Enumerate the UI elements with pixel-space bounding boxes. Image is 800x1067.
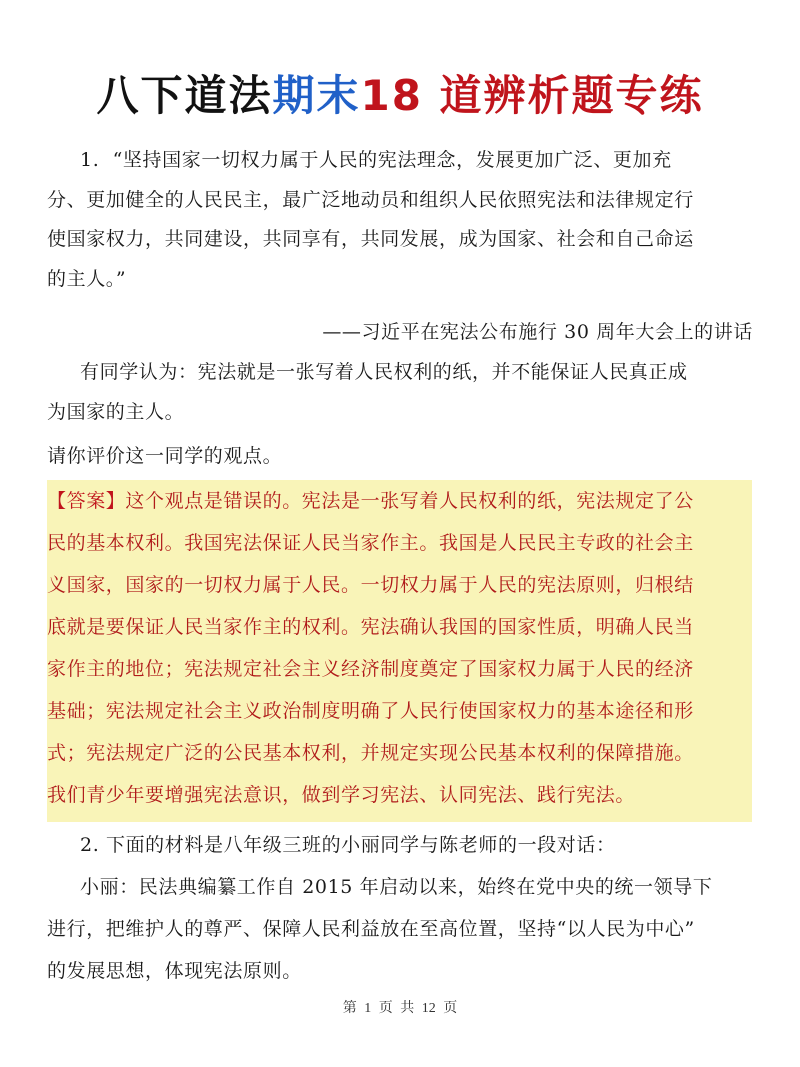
- q1-source: ——习近平在宪法公布施行 30 周年大会上的讲话: [322, 321, 753, 343]
- title-part-1: 八下道法: [96, 71, 273, 120]
- answer-label: 【答案】: [47, 490, 126, 512]
- answer-line-1: 【答案】这个观点是错误的。宪法是一张写着人民权利的纸，宪法规定了公: [47, 490, 694, 512]
- q2-intro: 2. 下面的材料是八年级三班的小丽同学与陈老师的一段对话：: [80, 834, 616, 856]
- q1-number: 1.: [80, 149, 100, 171]
- answer-line-2: 民的基本权利。我国宪法保证人民当家作主。我国是人民民主专政的社会主: [47, 532, 694, 554]
- q1-line-4: 的主人。”: [47, 268, 127, 290]
- answer-line-7: 式；宪法规定广泛的公民基本权利，并规定实现公民基本权利的保障措施。: [47, 742, 694, 764]
- answer-line-8: 我们青少年要增强宪法意识，做到学习宪法、认同宪法、践行宪法。: [47, 784, 636, 806]
- answer-line-6: 基础；宪法规定社会主义政治制度明确了人民行使国家权力的基本途径和形: [47, 700, 694, 722]
- q1-line-3: 使国家权力，共同建设，共同享有，共同发展，成为国家、社会和自己命运: [47, 228, 694, 250]
- q1-view-line-1: 有同学认为：宪法就是一张写着人民权利的纸，并不能保证人民真正成: [80, 361, 688, 383]
- title-part-3: 18 道辨析题专练: [360, 71, 704, 120]
- answer-line-3: 义国家，国家的一切权力属于人民。一切权力属于人民的宪法原则，归根结: [47, 574, 694, 596]
- answer-line-5: 家作主的地位；宪法规定社会主义经济制度奠定了国家权力属于人民的经济: [47, 658, 694, 680]
- q1-view-line-2: 为国家的主人。: [47, 401, 185, 423]
- q2-line-2: 进行，把维护人的尊严、保障人民利益放在至高位置，坚持“以人民为中心”: [47, 918, 695, 940]
- answer-line-4: 底就是要保证人民当家作主的权利。宪法确认我国的国家性质，明确人民当: [47, 616, 694, 638]
- q1-line-1: 1. “坚持国家一切权力属于人民的宪法理念，发展更加广泛、更加充: [80, 149, 672, 171]
- q2-line-1: 小丽：民法典编纂工作自 2015 年启动以来，始终在党中央的统一领导下: [80, 876, 713, 898]
- q2-line-3: 的发展思想，体现宪法原则。: [47, 960, 302, 982]
- document-title: [0, 68, 800, 124]
- title-part-2: 期末: [272, 71, 361, 120]
- q1-line-2: 分、更加健全的人民民主，最广泛地动员和组织人民依照宪法和法律规定行: [47, 189, 694, 211]
- q1-prompt: 请你评价这一同学的观点。: [47, 445, 283, 467]
- page-number: 第 1 页 共 12 页: [342, 1001, 458, 1016]
